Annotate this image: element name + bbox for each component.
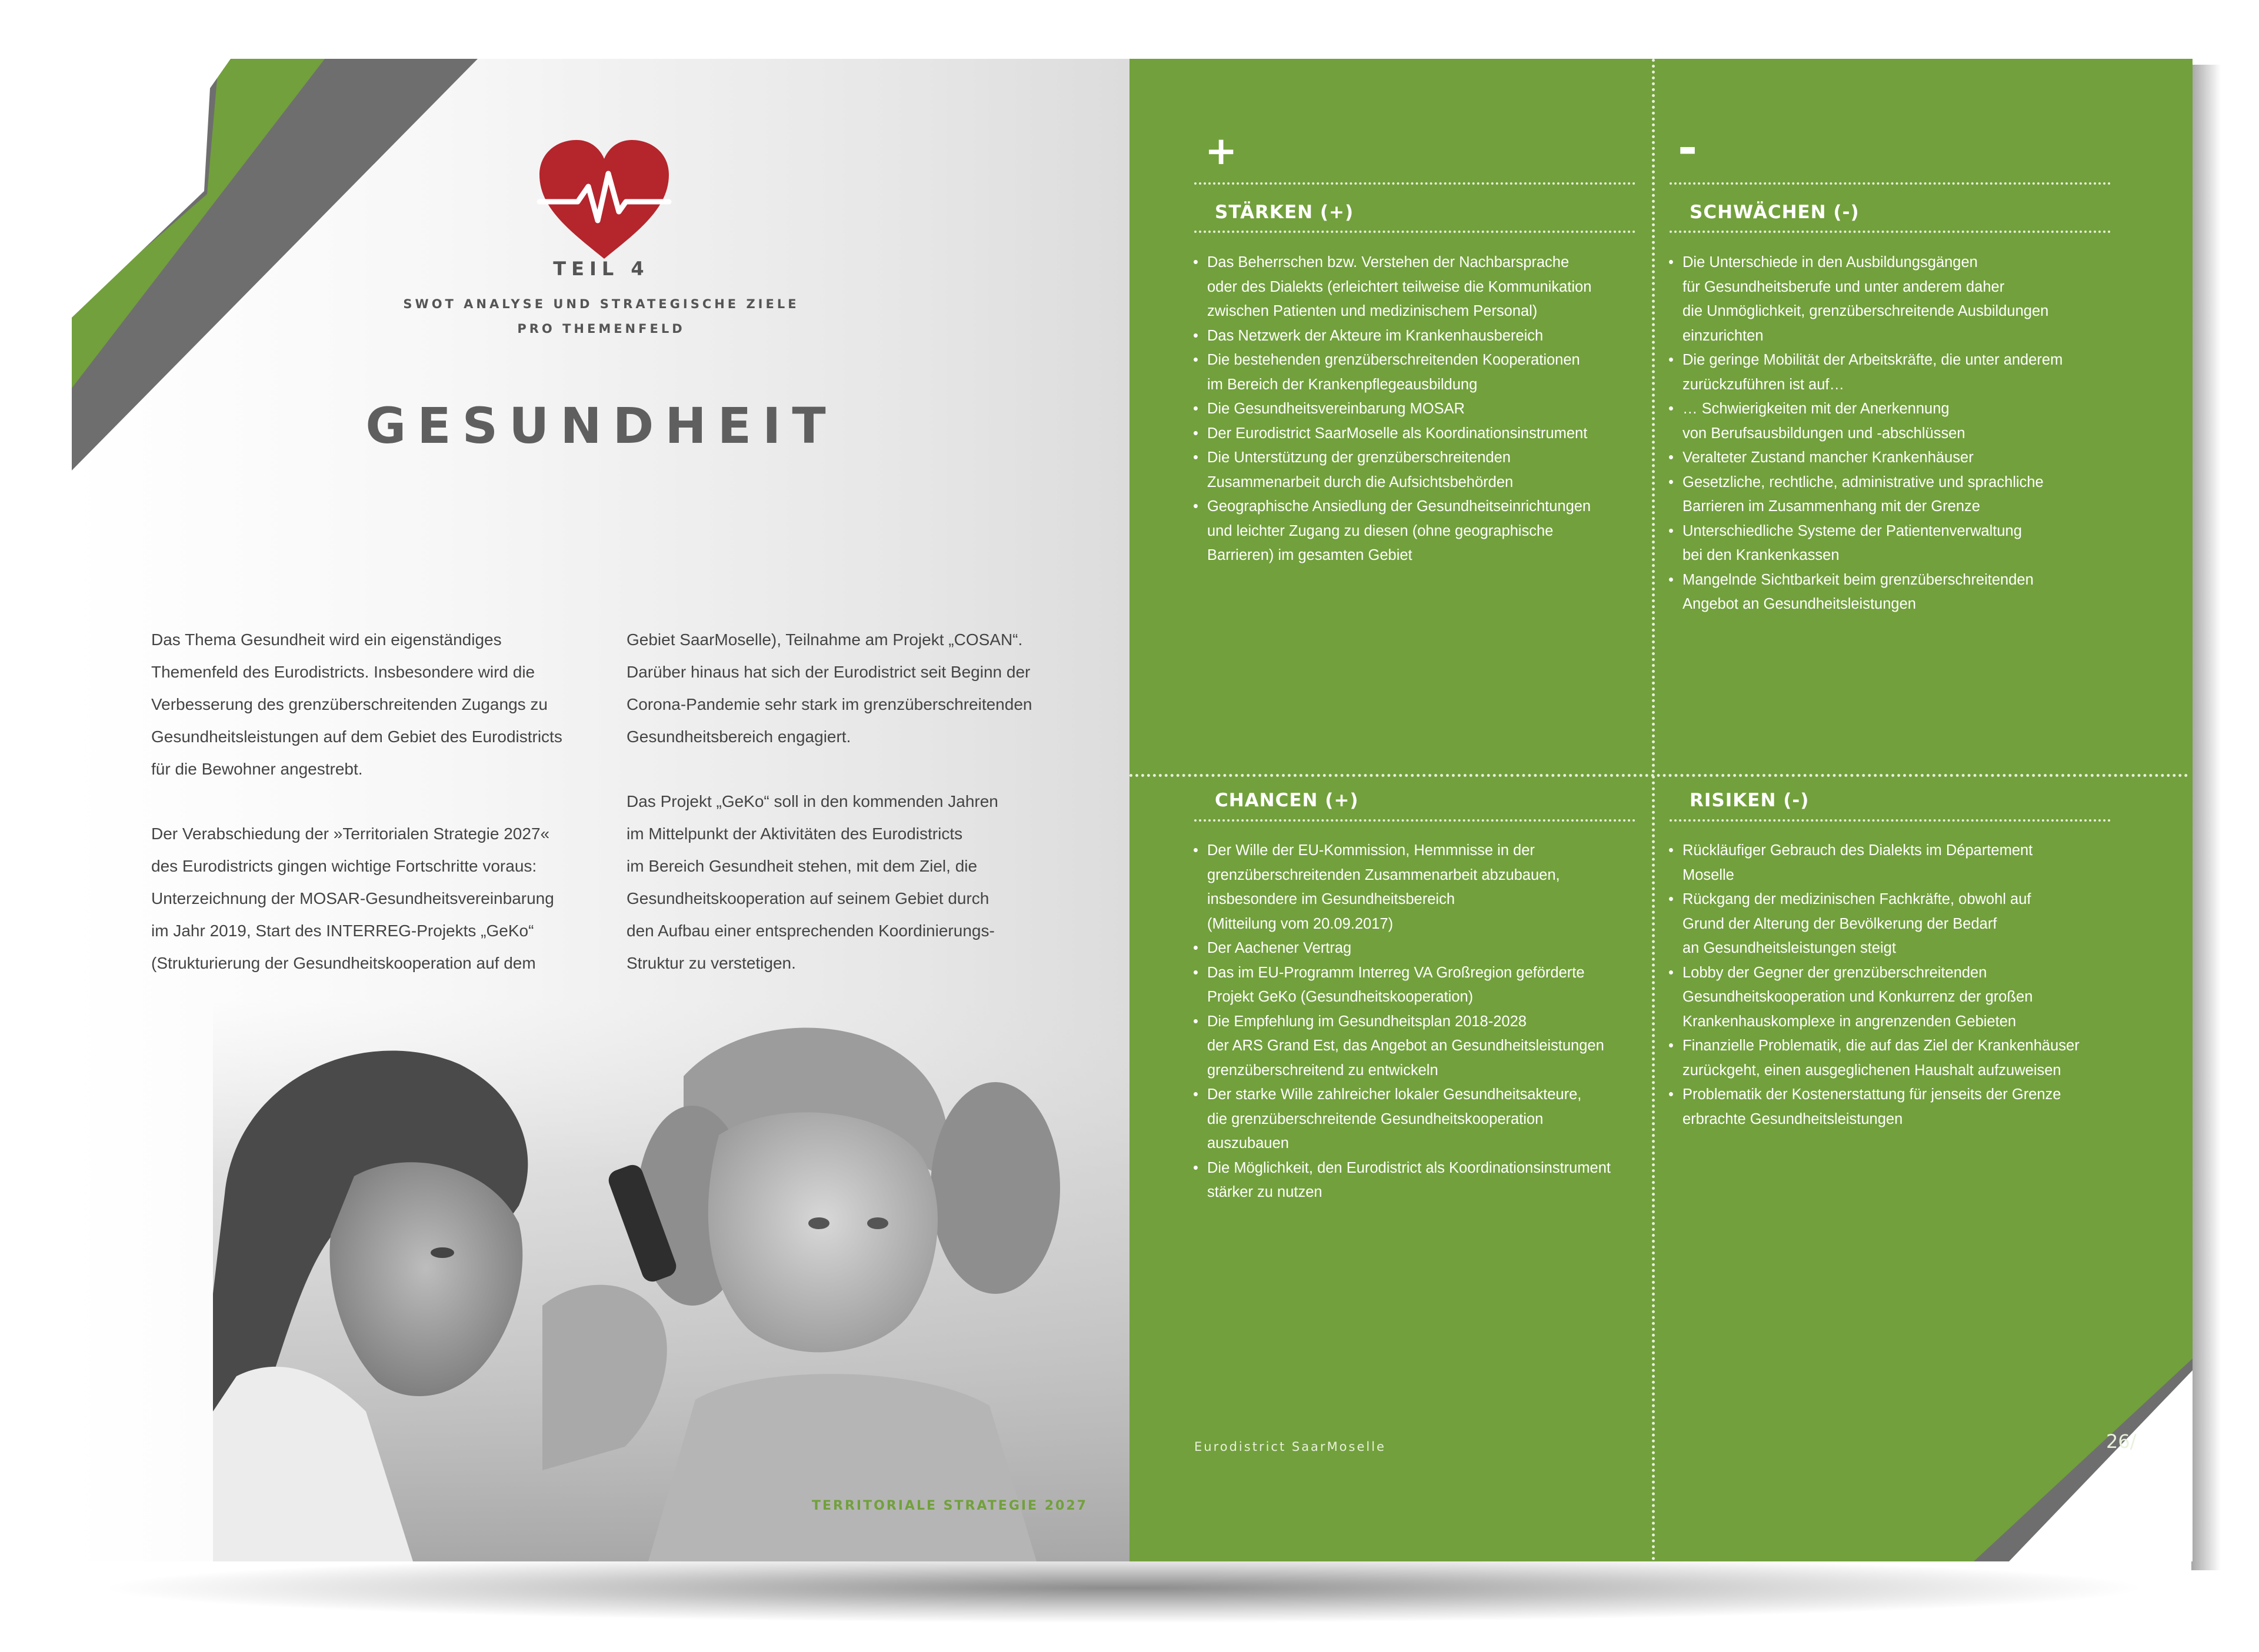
chancen-heading: CHANCEN (+): [1215, 790, 1359, 811]
corner-decoration-top-left: [72, 59, 542, 470]
minus-icon: -: [1678, 121, 1698, 175]
chancen-list: [1193, 839, 1611, 1205]
list-item: • Das im EU-Programm Interreg VA Großregion geförderte Projekt GeKo (Gesundheitskooperation): [1193, 961, 1611, 1010]
page-number-left: 26/: [2106, 1430, 2137, 1453]
list-item: • Die geringe Mobilität der Arbeitskräfte, die unter anderem zurückzuführen ist auf…: [1668, 348, 2063, 397]
doctor-child-photo: [213, 1000, 1130, 1561]
list-item: • Gesetzliche, rechtliche, administrative und sprachliche Barrieren im Zusammenhang mit der Grenze: [1668, 470, 2063, 519]
list-item: • Lobby der Gegner der grenzüberschreitenden Gesundheitskooperation und Konkurrenz der großen Krankenhauskomplexe in angrenzenden Gebieten: [1668, 961, 2080, 1034]
intro-text-column-1: Das Thema Gesundheit wird ein eigenständiges Themenfeld des Eurodistricts. Insbesondere wird die Verbesserung des grenzüberschreitenden Zugangs zu Gesundheitsleistungen auf dem Gebiet des Eurodistricts für die Bewohner angestrebt. Der Verabschiedung der »Territorialen Strategie 2027« des Eurodistricts gingen wichtige Fortschritte voraus: Unterzeichnung der MOSAR-Gesundheitsvereinbarung im Jahr 2019, Start des INTERREG-Projekts „GeKo“ (Strukturierung der Gesundheitskooperation auf dem: [151, 630, 562, 972]
list-item: • Die Unterstützung der grenzüberschreitenden Zusammenarbeit durch die Aufsichtsbehörden: [1193, 446, 1591, 495]
footer-publisher: Eurodistrict SaarMoselle: [1194, 1440, 1386, 1454]
list-item: • Das Beherrschen bzw. Verstehen der Nachbarsprache oder des Dialekts (erleichtert teilweise die Kommunikation zwischen Patienten und medizinischem Personal): [1193, 251, 1591, 324]
list-item: • Die bestehenden grenzüberschreitenden Kooperationen im Bereich der Krankenpflegeausbildung: [1193, 348, 1591, 397]
list-item: • Das Netzwerk der Akteure im Krankenhausbereich: [1193, 324, 1591, 349]
divider: [1194, 182, 1635, 185]
page-numbers: [2106, 1430, 2163, 1453]
staerken-heading: STÄRKEN (+): [1215, 202, 1354, 223]
schwaechen-list: [1668, 251, 2063, 617]
list-item: • Der Wille der EU-Kommission, Hemmnisse in der grenzüberschreitenden Zusammenarbeit abzubauen, insbesondere im Gesundheitsbereich (Mitteilung vom 20.09.2017): [1193, 839, 1611, 936]
list-item: • Finanzielle Problematik, die auf das Ziel der Krankenhäuser zurückgeht, einen ausgeglichenen Haushalt aufzuweisen: [1668, 1034, 2080, 1083]
list-item: • Die Unterschiede in den Ausbildungsgängen für Gesundheitsberufe und unter anderem daher die Unmöglichkeit, grenzüberschreitende Ausbildungen einzurichten: [1668, 251, 2063, 348]
divider: [1670, 182, 2111, 185]
staerken-list: [1193, 251, 1591, 568]
list-item: • Veralteter Zustand mancher Krankenhäuser: [1668, 446, 2063, 470]
risiken-list: [1668, 839, 2080, 1132]
divider: [1194, 231, 1635, 233]
divider: [1670, 819, 2111, 822]
list-item: • Die Möglichkeit, den Eurodistrict als Koordinationsinstrument stärker zu nutzen: [1193, 1156, 1611, 1205]
list-item: • Die Empfehlung im Gesundheitsplan 2018-2028 der ARS Grand Est, das Angebot an Gesundheitsleistungen grenzüberschreitend zu entwickeln: [1193, 1010, 1611, 1083]
list-item: • Unterschiedliche Systeme der Patientenverwaltung bei den Krankenkassen: [1668, 519, 2063, 568]
part-subtitle-line1: SWOT ANALYSE UND STRATEGISCHE ZIELE: [403, 297, 799, 311]
list-item: • Problematik der Kostenerstattung für jenseits der Grenze erbrachte Gesundheitsleistungen: [1668, 1083, 2080, 1132]
page-number-right: 27: [2136, 1430, 2163, 1453]
list-item: • Geographische Ansiedlung der Gesundheitseinrichtungen und leichter Zugang zu diesen (ohne geographische Barrieren) im gesamten Gebiet: [1193, 495, 1591, 568]
intro-text-column-2: Gebiet SaarMoselle), Teilnahme am Projekt „COSAN“. Darüber hinaus hat sich der Eurodistrict seit Beginn der Corona-Pandemie sehr stark im grenzüberschreitenden Gesundheitsbereich engagiert. Das Projekt „GeKo“ soll in den kommenden Jahren im Mittelpunkt der Aktivitäten des Eurodistricts im Bereich Gesundheit stehen, mit dem Ziel, die Gesundheitskooperation auf seinem Gebiet durch den Aufbau einer entsprechenden Koordinierungs- Struktur zu verstetigen.: [627, 630, 1032, 972]
page-title: GESUNDHEIT: [365, 397, 837, 455]
swot-horizontal-divider: [1130, 774, 2188, 777]
list-item: • Der Eurodistrict SaarMoselle als Koordinationsinstrument: [1193, 422, 1591, 446]
list-item: • … Schwierigkeiten mit der Anerkennung von Berufsausbildungen und -abschlüssen: [1668, 397, 2063, 446]
heart-ecg-icon: [537, 138, 672, 265]
page-shadow: [94, 1553, 2153, 1623]
list-item: • Die Gesundheitsvereinbarung MOSAR: [1193, 397, 1591, 422]
list-item: • Der starke Wille zahlreicher lokaler Gesundheitsakteure, die grenzüberschreitende Gesundheitskooperation auszubauen: [1193, 1083, 1611, 1156]
swot-vertical-divider: [1652, 59, 1655, 1561]
list-item: • Der Aachener Vertrag: [1193, 936, 1611, 961]
divider: [1194, 819, 1635, 822]
schwaechen-heading: SCHWÄCHEN (-): [1690, 202, 1860, 223]
list-item: • Mangelnde Sichtbarkeit beim grenzüberschreitenden Angebot an Gesundheitsleistungen: [1668, 568, 2063, 617]
page-shadow-right: [2191, 65, 2221, 1570]
part-subtitle-line2: PRO THEMENFELD: [517, 322, 685, 336]
plus-icon: +: [1205, 128, 1238, 173]
footer-title: TERRITORIALE STRATEGIE 2027: [812, 1499, 1088, 1513]
list-item: • Rückläufiger Gebrauch des Dialekts im Département Moselle: [1668, 839, 2080, 887]
risiken-heading: RISIKEN (-): [1690, 790, 1810, 811]
divider: [1670, 231, 2111, 233]
corner-decoration-bottom-right: [1974, 1359, 2193, 1561]
list-item: • Rückgang der medizinischen Fachkräfte, obwohl auf Grund der Alterung der Bevölkerung der Bedarf an Gesundheitsleistungen steigt: [1668, 887, 2080, 961]
part-label: TEIL 4: [553, 258, 649, 280]
